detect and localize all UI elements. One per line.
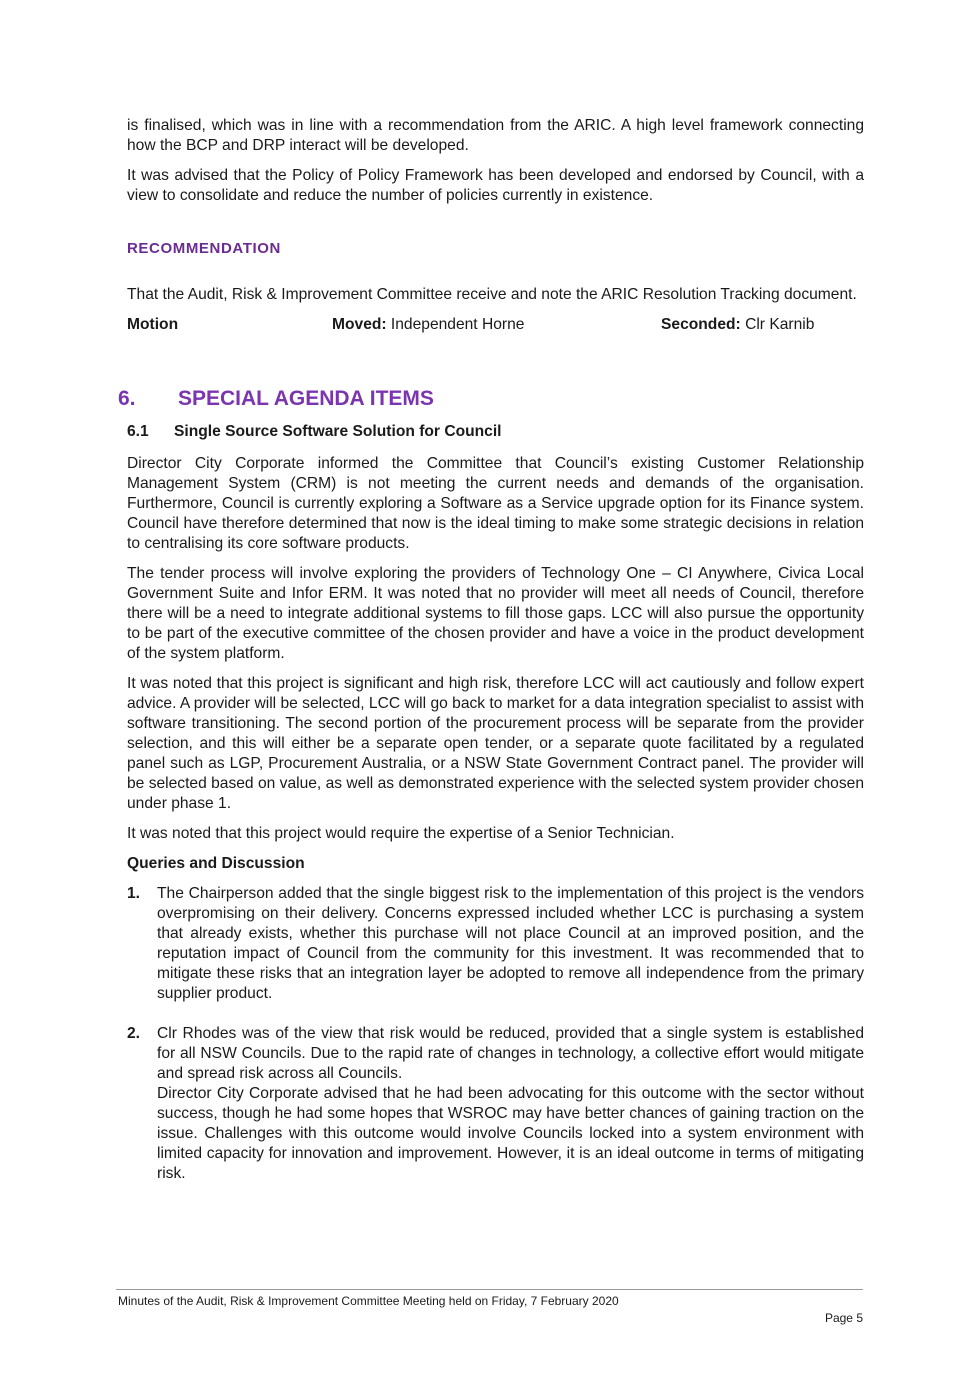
list-item	[127, 1024, 864, 1184]
list-marker: 1.	[127, 885, 141, 902]
seconded-value: Clr Karnib	[745, 316, 815, 333]
subsection-title: Single Source Software Solution for Council	[174, 423, 502, 440]
intro-paragraph: is finalised, which was in line with a recommendation from the ARIC. A high level framework connecting how the BCP and DRP interact will be developed.	[127, 117, 864, 154]
seconded-by	[661, 315, 814, 335]
moved-label: Moved:	[332, 316, 387, 333]
footer-text: Minutes of the Audit, Risk & Improvement Committee Meeting held on Friday, 7 February 2020	[118, 1294, 619, 1308]
queries-heading: Queries and Discussion	[127, 855, 305, 872]
list-item-text: Director City Corporate advised that he had been advocating for this outcome with the sector without success, though he had some hopes that WSROC may have better chances of gaining traction on the issue. Challenges with this outcome would involve Councils locked into a system environment with limited capacity for innovation and improvement. However, it is an ideal outcome in terms of mitigating risk.	[157, 1085, 864, 1182]
body-paragraph: The tender process will involve exploring the providers of Technology One – CI Anywhere, Civica Local Government Suite and Infor ERM. It was noted that no provider will meet all needs of Council, therefore there will be a need to integrate additional systems to fill those gaps. LCC will also pursue the opportunity to be part of the executive committee of the chosen provider and have a voice in the product development of the system platform.	[127, 565, 864, 662]
list-marker: 2.	[127, 1025, 141, 1042]
list-item	[127, 884, 864, 1004]
recommendation-heading: RECOMMENDATION	[127, 240, 281, 257]
seconded-label: Seconded:	[661, 316, 741, 333]
discussion-list	[127, 884, 864, 1184]
motion-label: Motion	[127, 316, 179, 333]
moved-value: Independent Horne	[390, 316, 525, 333]
body-paragraph: Director City Corporate informed the Committee that Council’s existing Customer Relationship Management System (CRM) is not meeting the current needs and demands of the organisation. Furthermore, Council is currently exploring a Software as a Service upgrade option for its Finance system. Council have therefore determined that now is the ideal timing to make some strategic decisions in relation to centralising its core software products.	[127, 455, 864, 552]
motion-row	[127, 315, 864, 335]
recommendation-text: That the Audit, Risk & Improvement Committee receive and note the ARIC Resolution Tracking document.	[127, 286, 857, 303]
subsection-heading	[127, 422, 864, 442]
section-title: SPECIAL AGENDA ITEMS	[178, 387, 434, 410]
section-number: 6.	[118, 387, 136, 410]
document-body	[118, 116, 864, 1204]
body-paragraph: It was noted that this project is significant and high risk, therefore LCC will act cautiously and follow expert advice. A provider will be selected, LCC will go back to market for a data integration specialist to assist with software transitioning. The second portion of the procurement process will be separate from the provider selection, and this will either be a separate open tender, or a separate quote facilitated by a regulated panel such as LGP, Procurement Australia, or a NSW State Government Contract panel. The provider will be selected based on value, as well as demonstrated experience with the selected system provider chosen under phase 1.	[127, 675, 864, 812]
subsection-number: 6.1	[127, 423, 149, 440]
list-item-text: The Chairperson added that the single biggest risk to the implementation of this project is the vendors overpromising on their delivery. Concerns expressed included whether LCC is purchasing a system that already exists, whether this purchase will not place Council at an improved position, and the reputation impact of Council from the community for this investment. It was recommended that to mitigate these risks that an integration layer be adopted to remove all independence from the primary supplier product.	[157, 885, 864, 1002]
moved-by	[332, 315, 524, 335]
page-number: Page 5	[824, 1311, 863, 1325]
intro-paragraph: It was advised that the Policy of Policy Framework has been developed and endorsed by Council, with a view to consolidate and reduce the number of policies currently in existence.	[127, 167, 864, 204]
list-item-text: Clr Rhodes was of the view that risk would be reduced, provided that a single system is established for all NSW Councils. Due to the rapid rate of changes in technology, a collective effort would mitigate and spread risk across all Councils.	[157, 1025, 864, 1082]
page-footer	[116, 1289, 863, 1326]
body-paragraph: It was noted that this project would require the expertise of a Senior Technician.	[127, 825, 675, 842]
section-heading	[118, 385, 864, 413]
